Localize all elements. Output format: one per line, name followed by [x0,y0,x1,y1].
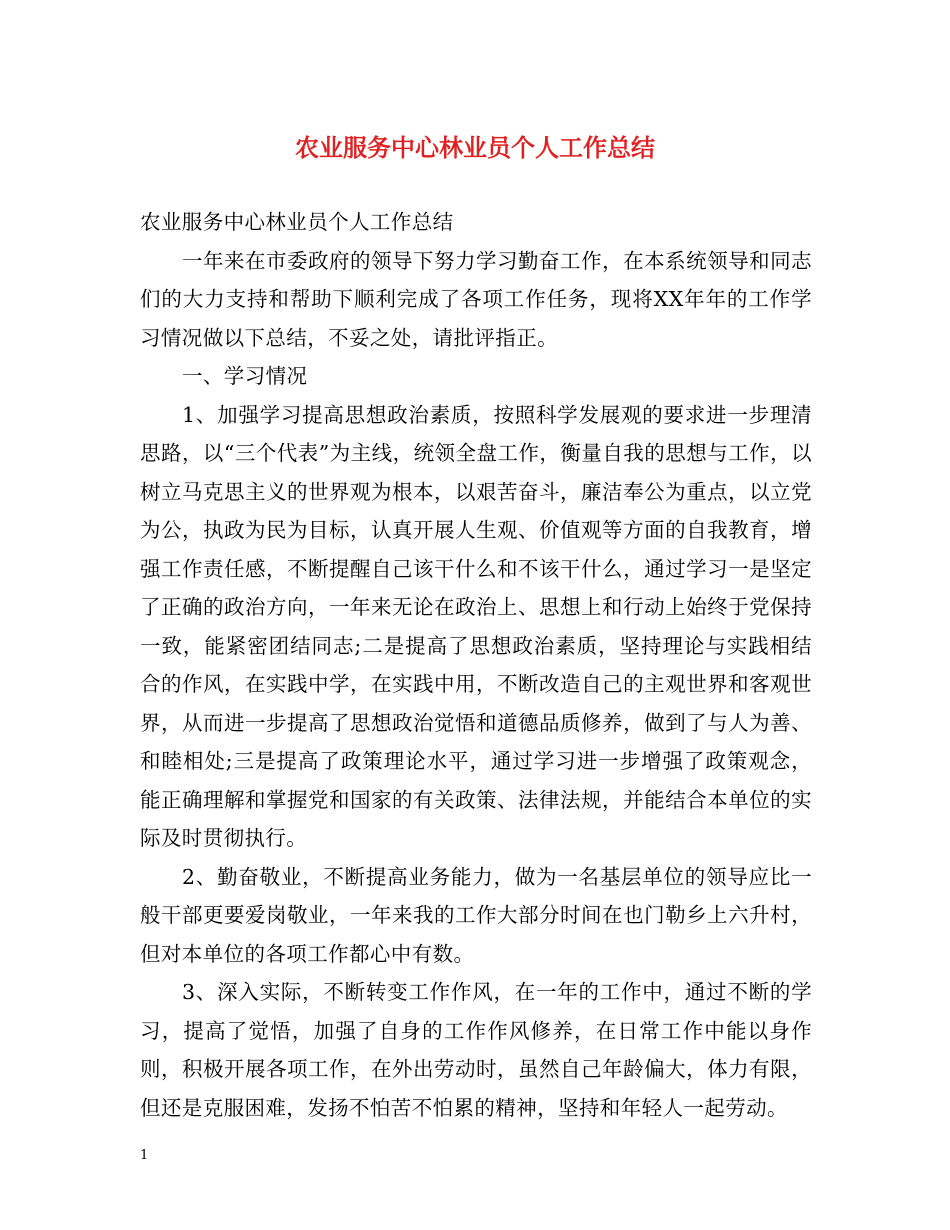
paragraph-item-3: 3、深入实际，不断转变工作作风，在一年的工作中，通过不断的学习，提高了觉悟，加强了自身的工作作风修养，在日常工作中能以身作则，积极开展各项工作，在外出劳动时，虽然自己年龄偏大，体力有限，但还是克服困难，发扬不怕苦不怕累的精神，坚持和年轻人一起劳动。 [140,980,812,1120]
paragraph-item-1: 1、加强学习提高思想政治素质，按照科学发展观的要求进一步理清思路，以“三个代表”为主线，统领全盘工作，衡量自我的思想与工作，以树立马克思主义的世界观为根本，以艰苦奋斗，廉洁奉公为重点，以立党为公，执政为民为目标，认真开展人生观、价值观等方面的自我教育，增强工作责任感，不断提醒自己该干什么和不该干什么，通过学习一是坚定了正确的政治方向，一年来无论在政治上、思想上和行动上始终于党保持一致，能紧密团结同志;二是提高了思想政治素质，坚持理论与实践相结合的作风，在实践中学，在实践中用，不断改造自己的主观世界和客观世界，从而进一步提高了思想政治觉悟和道德品质修养，做到了与人为善、和睦相处;三是提高了政策理论水平，通过学习进一步增强了政策观念，能正确理解和掌握党和国家的有关政策、法律法规，并能结合本单位的实际及时贯彻执行。 [140,402,812,850]
paragraph-item-2: 2、勤奋敬业，不断提高业务能力，做为一名基层单位的领导应比一般干部更要爱岗敬业，一年来我的工作大部分时间在也门勒乡上六升村，但对本单位的各项工作都心中有数。 [140,864,812,966]
page-number: 1 [140,1148,149,1163]
section-heading-study: 一、学习情况 [182,364,308,388]
document-title: 农业服务中心林业员个人工作总结 [295,134,655,162]
document-body [140,203,812,1127]
subtitle-paragraph: 农业服务中心林业员个人工作总结 [140,210,454,234]
intro-paragraph: 一年来在市委政府的领导下努力学习勤奋工作，在本系统领导和同志们的大力支持和帮助下顺利完成了各项工作任务，现将XX年年的工作学习情况做以下总结，不妥之处，请批评指正。 [140,248,812,350]
